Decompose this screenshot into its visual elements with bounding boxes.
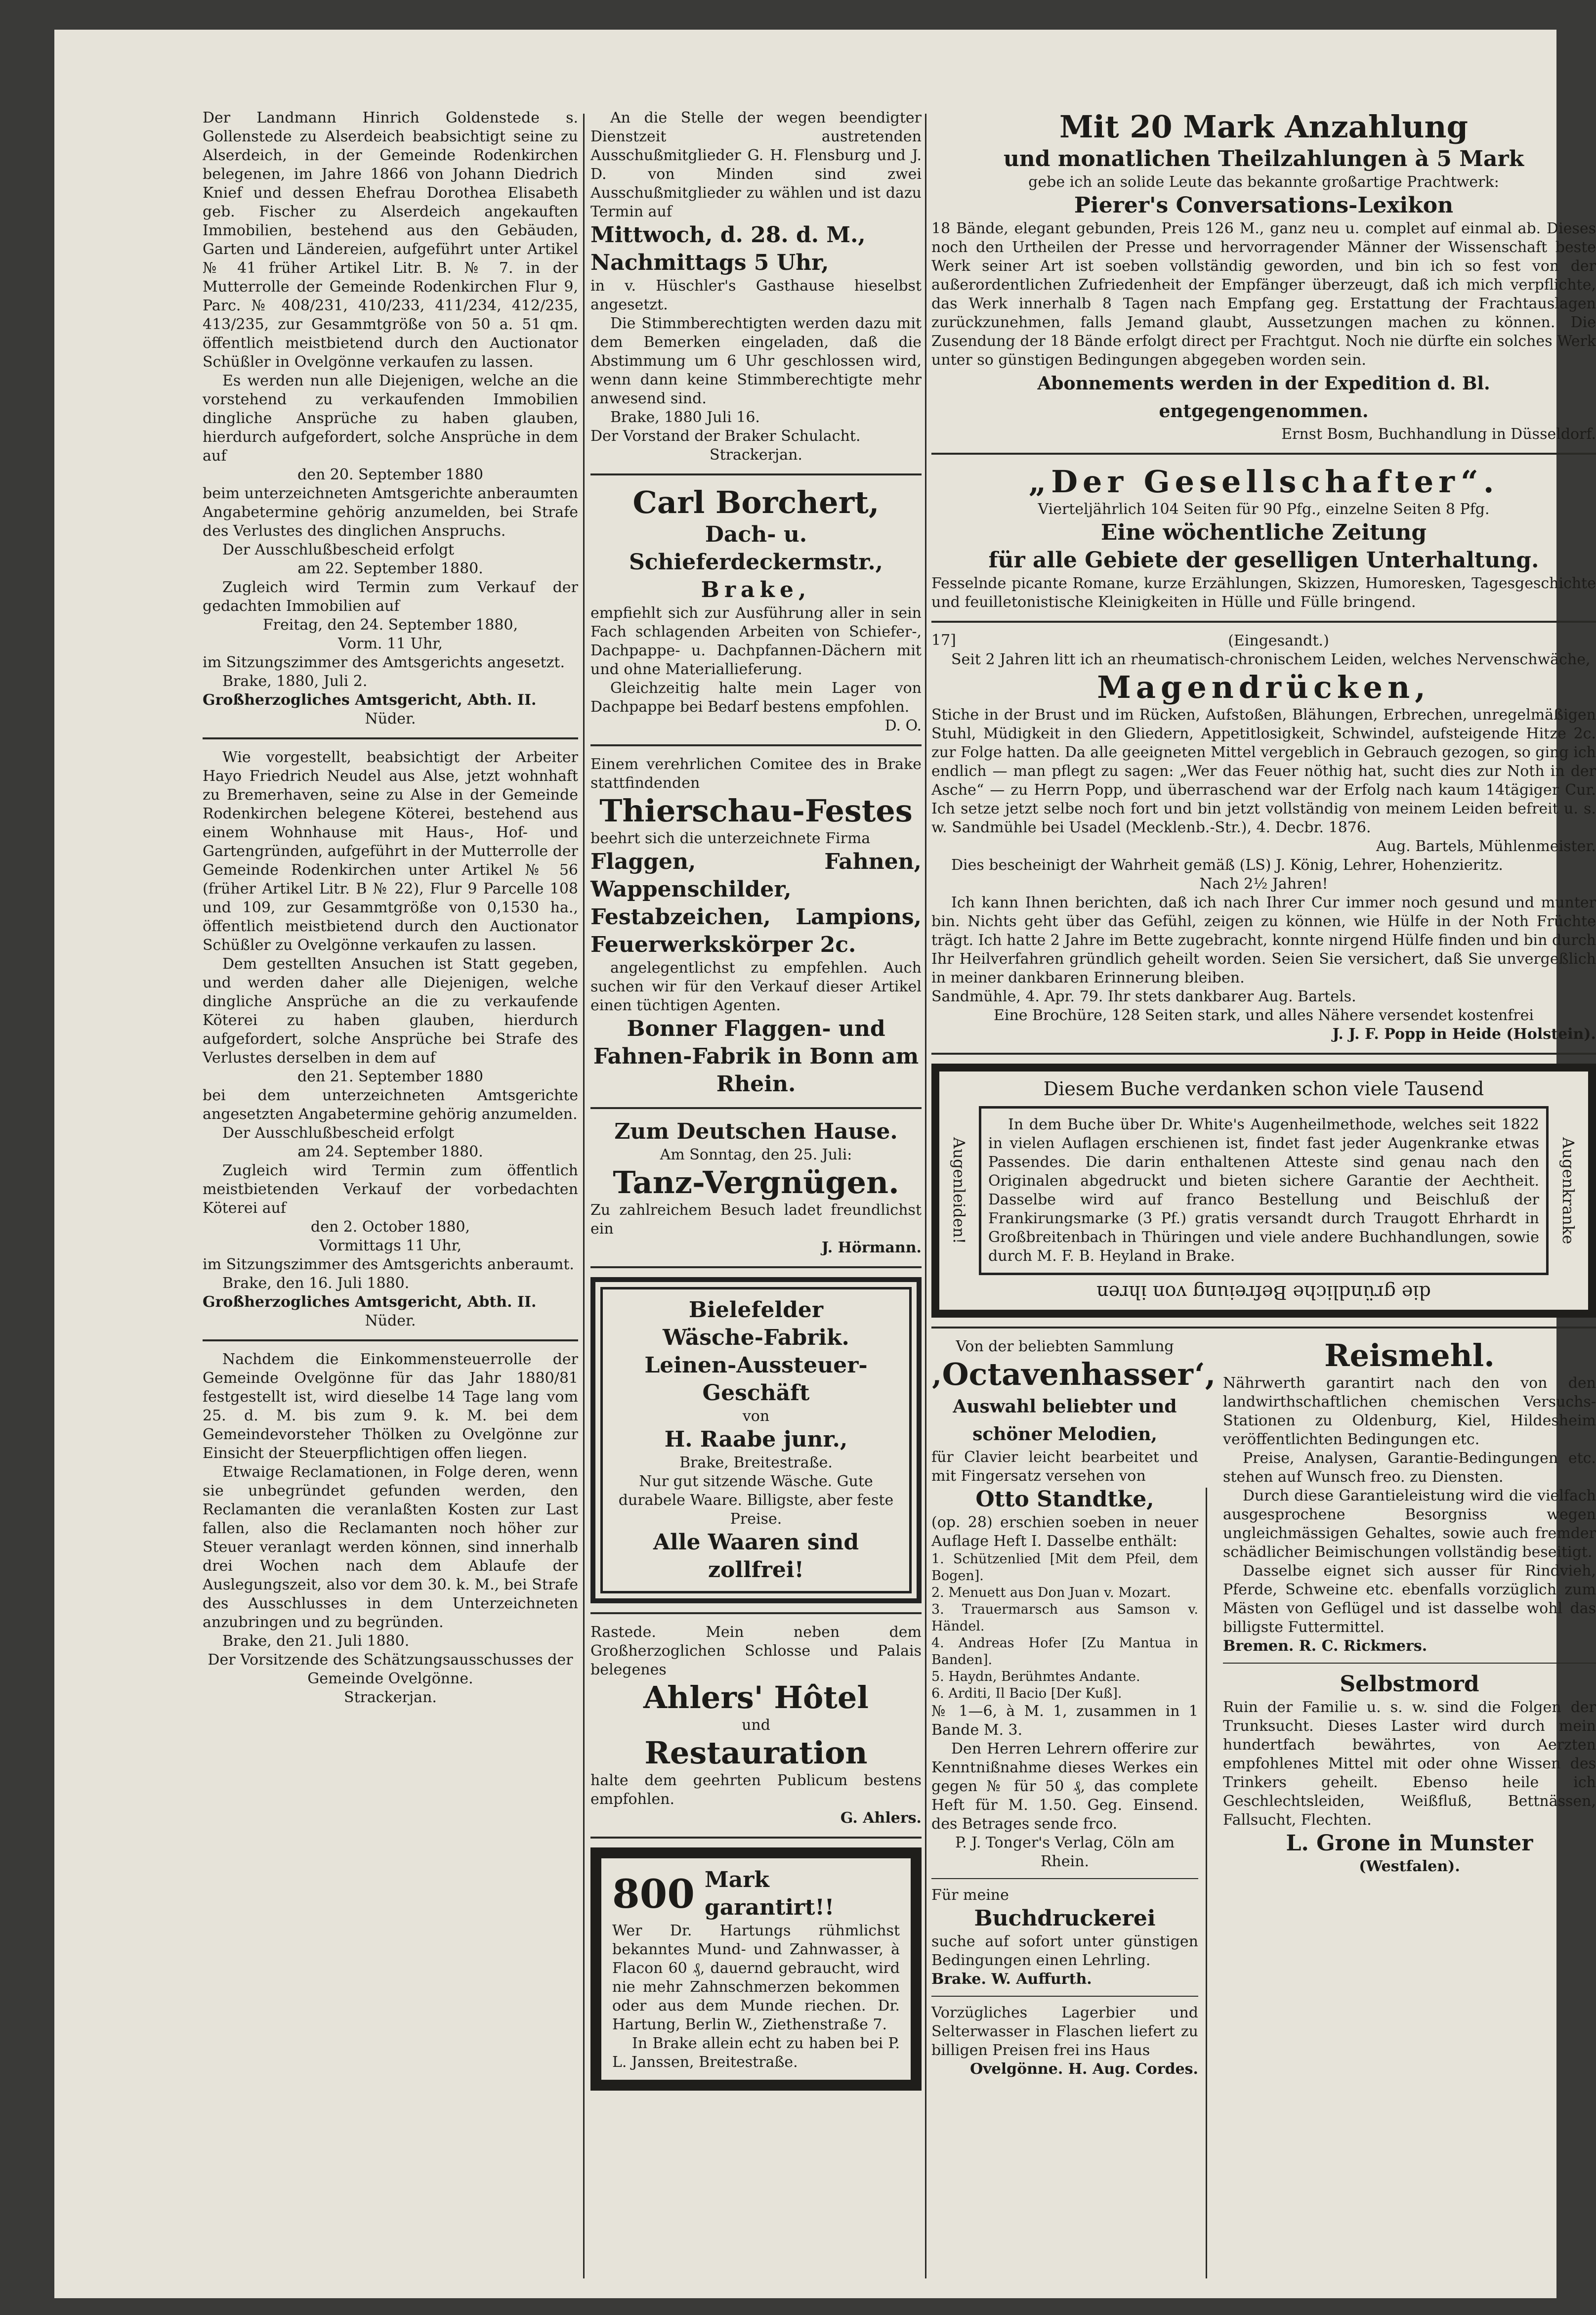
ad-town: Brake,	[701, 577, 811, 602]
ad-owner: H. Raabe junr.,	[664, 1427, 848, 1452]
column-1	[203, 109, 578, 1707]
paragraph: suche auf sofort unter günstigen Bedingungen einen Lehrling.	[931, 1933, 1198, 1969]
ad-reismehl	[1208, 1337, 1596, 2079]
signature: Der Vorsitzende des Schätzungsausschusses der Gemeinde Ovelgönne.	[208, 1651, 573, 1687]
list-item: 2. Menuett aus Don Juan v. Mozart.	[931, 1585, 1171, 1600]
date: am 22. September 1880.	[297, 560, 483, 577]
paragraph: in v. Hüschler's Gasthause hieselbst angesetzt.	[590, 277, 922, 313]
paragraph: Zugleich wird Termin zum öffentlich meistbietenden Verkauf der vorbedachten Köterei auf	[203, 1162, 578, 1217]
divider	[203, 737, 578, 739]
ad-headline: Pierer's Conversations-Lexikon	[1074, 193, 1454, 218]
paragraph: Wer Dr. Hartungs rühmlichst bekanntes Mund- und Zahnwasser, à Flacon 60 ₰, dauernd gebraucht, wird nie mehr Zahnschmerzen bekommen oder aus dem Munde riechen. Dr. Hartung, Berlin W., Ziethenstraße 7.	[612, 1922, 900, 2033]
address: Brake, Breitestraße.	[679, 1454, 833, 1471]
paragraph: Zu zahlreichem Besuch ladet freundlichst ein	[590, 1201, 922, 1238]
newspaper-page	[54, 30, 1596, 2298]
date: den 20. September 1880	[297, 466, 483, 483]
paragraph: Es werden nun alle Diejenigen, welche an die vorstehend zu verkaufenden Immobilien dingliche Ansprüche zu haben glauben, hierdurch aufgefordert, solche Ansprüche in dem auf	[203, 372, 578, 465]
signature: L. Grone in Munster	[1286, 1831, 1533, 1856]
ad-title: Mit 20 Mark Anzahlung	[1059, 109, 1468, 145]
list-item: 6. Arditi, Il Bacio [Der Kuß].	[931, 1686, 1122, 1701]
date: den 21. September 1880	[297, 1068, 483, 1085]
paragraph: 18 Bände, elegant gebunden, Preis 126 M., ganz neu u. complet auf einmal ab. Dieses noch den Urtheilen der Presse und hervorragender Männer der Wissenschaft beste Werk seiner Art ist soeben vollständig geworden, und bin ich so fest von der außerordentlichen Zufriedenheit der Empfänger überzeugt, daß ich mich verpflichte, das Werk innerhalb 8 Tagen nach Empfang geg. Erstattung der Frachtauslagen zurückzunehmen, falls Jemand glaubt, Aussetzungen machen zu können. Die Zusendung der 18 Bände erfolgt direct per Frachtgut. Noch nie dürfte ein solches Werk unter so günstigen Bedingungen abgegeben worden sein.	[931, 220, 1596, 369]
time: Vorm. 11 Uhr,	[338, 635, 443, 652]
signature: J. J. F. Popp in Heide (Holstein).	[1332, 1026, 1596, 1043]
paragraph: Ich kann Ihnen berichten, daß ich nach Ihrer Cur immer noch gesund und munter bin. Nichts geht über das Gefühl, zeigen zu können, wie Hülfe in der Noth Früchte trägt. Ich hatte 2 Jahre im Bette zugebracht, konnte nirgend Hülfe finden und bin durch Ihr Heilverfahren gründlich geheilt worden. Seien Sie versichert, daß Sie unvergeßlich in meiner dankbaren Erinnerung bleiben.	[931, 894, 1596, 986]
ad-title: Ahlers' Hôtel	[643, 1679, 869, 1715]
ad-waesche-box	[590, 1277, 922, 1603]
ad-subtitle: und monatlichen Theilzahlungen à 5 Mark	[1003, 146, 1524, 171]
side-label: Augenkranke	[1559, 1137, 1578, 1244]
paragraph: Nachdem die Einkommensteuerrolle der Gemeinde Ovelgönne für das Jahr 1880/81 festgestellt ist, wird dieselbe 14 Tage lang vom 25. d. M. bis zum 9. k. M. bei dem Gemeindevorsteher Thölken zu Ovelgönne zur Einsicht der Steuerpflichtigen offen liegen.	[203, 1351, 578, 1462]
signature: Ovelgönne. H. Aug. Cordes.	[970, 2060, 1198, 2078]
paragraph: Der Landmann Hinrich Goldenstede s. Gollenstede zu Alserdeich beabsichtigt seine zu Alserdeich, in der Gemeinde Rodenkirchen belegenen, im Jahre 1866 von Johann Diedrich Knief und dessen Ehefrau Dorothea Elisabeth geb. Fischer zu Alserdeich angekauften Immobilien, bestehend aus den Gebäuden, Garten und Ländereien, aufgeführt unter Artikel № 41 früher Artikel Litr. B. № 7. in der Mutterrolle der Gemeinde Rodenkirchen Flur 9, Parc. № 408/231, 410/233, 411/234, 412/235, 413/235, zur Gesammtgröße von 50 a. 51 qm. öffentlich meistbietend durch den Auctionator Schüßler in Ovelgönne verkaufen zu lassen.	[203, 109, 578, 371]
paragraph: empfiehlt sich zur Ausführung aller in sein Fach schlagenden Arbeiten von Schiefer-, Dachpappe- u. Dachpfannen-Dächern mit und ohne Materiallieferung.	[590, 604, 922, 678]
paragraph: Rastede. Mein neben dem Großherzoglichen Schlosse und Palais belegenes	[590, 1624, 922, 1678]
meeting-time: Nachmittags 5 Uhr,	[590, 250, 829, 275]
column-2	[590, 109, 922, 2091]
list-item: 3. Trauermarsch aus Samson v. Händel.	[931, 1602, 1198, 1634]
paragraph: Dem gestellten Ansuchen ist Statt gegeben, und werden daher alle Diejenigen, welche dingliche Ansprüche an die zu verkaufende Köterei zu haben glauben, hierdurch aufgefordert, solche Ansprüche bei Strafe des Verlustes derselben in dem auf	[203, 955, 578, 1067]
signature-place: (Westfalen).	[1359, 1858, 1460, 1875]
paragraph: angelegentlichst zu empfehlen. Auch suchen wir für den Verkauf dieser Artikel einen tüchtigen Agenten.	[590, 959, 922, 1014]
signature: Ernst Bosm, Buchhandlung in Düsseldorf.	[1281, 426, 1596, 443]
ad-tagline: Alle Waaren sind zollfrei!	[653, 1530, 859, 1583]
place-date: Brake, den 21. Juli 1880.	[222, 1632, 410, 1650]
paragraph: Die Stimmberechtigten werden dazu mit dem Bemerken eingeladen, daß die Abstimmung um 6 Uhr geschlossen wird, wenn dann keine Stimmberechtigte mehr anwesend sind.	[590, 315, 922, 407]
divider	[931, 621, 1596, 623]
ad-pierer	[931, 109, 1596, 444]
place-date: Sandmühle, 4. Apr. 79. Ihr stets dankbarer Aug. Bartels.	[931, 988, 1356, 1005]
ad-title: Thierschau-Festes	[599, 793, 913, 829]
divider	[931, 1996, 1198, 1997]
signature: G. Ahlers.	[840, 1809, 922, 1827]
ad-amount-label: Mark garantirt!!	[705, 1867, 835, 1920]
notice-neudel	[203, 748, 578, 1330]
divider	[931, 453, 1596, 455]
paragraph: In dem Buche über Dr. White's Augenheilmethode, welches seit 1822 in vielen Auflagen erschienen ist, findet fast jeder Augenkranke etwas Passendes. Die darin enthaltenen Atteste sind genau nach den Originalen abgedruckt und bieten sichere Garantie der Aechtheit. Dasselbe wird auf franco Bestellung und Beischluß der Frankirungsmarke (3 Pf.) gratis versandt durch Traugott Ehrhardt in Großbreitenbach in Thüringen und viele andere Buchhandlungen, sowie durch M. F. B. Heyland in Brake.	[988, 1116, 1539, 1265]
ad-title: „Der Gesellschafter“.	[1028, 464, 1499, 500]
column-divider	[925, 114, 926, 2278]
ad-gesellschafter	[931, 464, 1596, 612]
paragraph: Fesselnde picante Romane, kurze Erzählungen, Skizzen, Humoresken, Tagesgeschichte und feuilletonistische Kleinigkeiten in Hülle und Fülle bringend.	[931, 575, 1596, 611]
ad-subtitle: Auswahl beliebter und schöner Melodien,	[953, 1396, 1177, 1445]
ad-white-box	[931, 1064, 1596, 1318]
date: den 2. October 1880,	[310, 1218, 470, 1236]
ad-octavenhasser	[931, 1337, 1216, 2079]
ad-headline: Tanz-Vergnügen.	[613, 1164, 899, 1200]
paragraph: Ruin der Familie u. s. w. sind die Folgen der Trunksucht. Dieses Laster wird durch mein hundertfach bewährtes, von Aerzten empfohlenes Mittel mit oder ohne Wissen des Trinkers geheilt. Ebenso heile ich Geschlechtsleiden, Weißfluß, Bettnässen, Fallsucht, Flechten.	[1223, 1699, 1596, 1829]
divider	[590, 473, 922, 475]
paragraph: In Brake allein echt zu haben bei P. L. Janssen, Breitestraße.	[612, 2035, 900, 2071]
place-date: Brake, 1880, Juli 2.	[222, 673, 368, 690]
divider	[590, 1612, 922, 1614]
paragraph: Gleichzeitig halte mein Lager von Dachpappe bei Bedarf bestens empfohlen.	[590, 680, 922, 716]
paragraph: An die Stelle der wegen beendigter Dienstzeit austretenden Ausschußmitglieder G. H. Flensburg und J. D. von Minden sind zwei Ausschußmitglieder zu wählen und ist dazu Termin auf	[590, 109, 922, 220]
place-date: Brake, den 16. Juli 1880.	[222, 1275, 410, 1292]
ad-items: Flaggen, Fahnen, Wappenschilder, Festabzeichen, Lampions, Feuerwerkskörper 2c.	[590, 849, 922, 957]
paragraph: halte dem geehrten Publicum bestens empfohlen.	[590, 1772, 922, 1808]
ad-headline: Magendrücken,	[1097, 669, 1430, 705]
paragraph: Abonnements werden in der Expedition d. Bl. entgegengenommen.	[1037, 373, 1490, 422]
ad-title: Buchdruckerei	[974, 1906, 1156, 1931]
paragraph: Durch diese Garantieleistung wird die vielfach ausgesprochene Besorgniss wegen ungleichmässigen Gehaltes, sowie auch fremder schädlicher Beimischungen vollständig beseitigt.	[1223, 1487, 1596, 1561]
ad-title: Bielefelder	[688, 1297, 824, 1323]
paragraph: Vierteljährlich 104 Seiten für 90 Pfg., einzelne Seiten 8 Pfg.	[1038, 501, 1490, 518]
ad-thierschau	[590, 755, 922, 1098]
divider	[1223, 1663, 1596, 1664]
list-item: 5. Haydn, Berühmtes Andante.	[931, 1669, 1140, 1684]
column-3	[931, 109, 1596, 2079]
paragraph: Seit 2 Jahren litt ich an rheumatisch-chronischem Leiden, welches Nervenschwäche,	[951, 651, 1591, 668]
signature: D. O.	[884, 717, 922, 734]
paragraph: Nährwerth garantirt nach den von den landwirthschaftlichen chemischen Versuchs-Stationen zu Oldenburg, Kiel, Hildesheim veröffentlichten Bedingungen etc.	[1223, 1374, 1596, 1448]
paragraph: Nur gut sitzende Wäsche. Gute durabele Waare. Billigste, aber feste Preise.	[618, 1473, 894, 1528]
paragraph: Dies bescheinigt der Wahrheit gemäß (LS) J. König, Lehrer, Hohenzieritz.	[951, 857, 1503, 874]
date: Am Sonntag, den 25. Juli:	[660, 1146, 852, 1163]
text: von	[742, 1408, 770, 1425]
divider	[590, 1266, 922, 1268]
signature-name: Nüder.	[365, 710, 416, 728]
notice-tax-roll	[203, 1350, 578, 1707]
signature-name: Strackerjan.	[344, 1689, 437, 1706]
paragraph: Wie vorgestellt, beabsichtigt der Arbeiter Hayo Friedrich Neudel aus Alse, jetzt wohnhaft zu Bremerhaven, seine zu Alse in der Gemeinde Rodenkirchen belegene Köterei, bestehend aus einem Wohnhause mit Haus-, Hof- und Gartengründen, aufgeführt in der Mutterrolle der Gemeinde Rodenkirchen unter Artikel № 56 (früher Artikel Litr. B № 22), Flur 9 Parcelle 108 und 109, zur Gesammtgröße von 0,1530 ha., öffentlich meistbietend durch den Auctionator Schüßler zu Ovelgönne verkaufen zu lassen.	[203, 749, 578, 954]
paragraph: Der Ausschlußbescheid erfolgt	[222, 541, 455, 558]
ad-number: 17]	[931, 632, 956, 649]
text: Von der beliebten Sammlung	[956, 1338, 1174, 1355]
ad-title: Wäsche-Fabrik.	[663, 1325, 849, 1350]
signature-name: Nüder.	[365, 1312, 416, 1329]
ad-title: Zum Deutschen Hause.	[614, 1119, 898, 1144]
ad-title: Reismehl.	[1324, 1337, 1495, 1373]
paragraph: Dasselbe eignet sich ausser für Rindvieh, Pferde, Schweine etc. ebenfalls vorzüglich zum Mästen von Geflügel und ist dasselbe wohl das billigste Futtermittel.	[1223, 1562, 1596, 1636]
time: Vormittags 11 Uhr,	[319, 1237, 462, 1254]
text: (Eingesandt.)	[1228, 632, 1329, 649]
list-item: 1. Schützenlied [Mit dem Pfeil, dem Bogen].	[931, 1551, 1198, 1584]
notice-school	[590, 109, 922, 465]
song-list	[931, 1551, 1198, 1702]
divider	[931, 1327, 1596, 1329]
paragraph: bei dem unterzeichneten Amtsgerichte angesetzten Angabetermine gehörig anzumelden.	[203, 1087, 578, 1123]
paragraph: beehrt sich die unterzeichnete Firma	[590, 830, 871, 847]
signature: Bonner Flaggen- und Fahnen-Fabrik in Bonn am Rhein.	[593, 1016, 919, 1097]
side-label: Augenleiden!	[950, 1137, 968, 1244]
ad-title: ‚Octavenhasser‘,	[931, 1356, 1216, 1392]
ad-subtitle: Dach- u. Schieferdeckermstr.,	[629, 522, 883, 575]
ad-borchert	[590, 484, 922, 735]
ad-ahlers-hotel	[590, 1623, 922, 1828]
signature: Großherzogliches Amtsgericht, Abth. II.	[203, 691, 537, 709]
ad-deutschen-hause	[590, 1118, 922, 1257]
paragraph: Vorzügliches Lagerbier und Selterwasser in Flaschen liefert zu billigen Preisen frei ins Haus	[931, 2004, 1198, 2059]
place-date: Brake, 1880 Juli 16.	[610, 409, 760, 426]
ad-title: Carl Borchert,	[632, 484, 880, 520]
text: und	[742, 1716, 770, 1734]
date: Freitag, den 24. September 1880,	[262, 616, 518, 634]
ad-title: Diesem Buche verdanken schon viele Tausend	[1043, 1078, 1484, 1100]
paragraph: beim unterzeichneten Amtsgerichte anberaumten Angabetermine gehörig anzumelden, bei Strafe des Verlustes des dinglichen Anspruchs.	[203, 485, 578, 540]
signature: J. Hörmann.	[821, 1239, 922, 1256]
text: Für meine	[931, 1886, 1009, 1904]
signature: Aug. Bartels, Mühlenmeister.	[1376, 838, 1596, 855]
ad-title: Selbstmord	[1340, 1672, 1479, 1697]
divider	[590, 744, 922, 746]
divider	[590, 1837, 922, 1839]
signature: Großherzogliches Amtsgericht, Abth. II.	[203, 1293, 537, 1311]
ad-name: Otto Standtke,	[975, 1487, 1154, 1512]
ad-headline: Eine wöchentliche Zeitung	[1100, 520, 1427, 545]
signature: Bremen. R. C. Rickmers.	[1223, 1637, 1428, 1655]
divider	[590, 1107, 922, 1109]
paragraph: für Clavier leicht bearbeitet und mit Fingersatz versehen von	[931, 1449, 1198, 1485]
ad-title: die gründliche Befreiung von ihren	[1096, 1282, 1431, 1303]
ad-headline: für alle Gebiete der geselligen Unterhaltung.	[988, 548, 1539, 573]
bottom-split	[931, 1337, 1596, 2079]
paragraph: Stiche in der Brust und im Rücken, Aufstoßen, Blähungen, Erbrechen, unregelmäßigen Stuhl, Müdigkeit in den Gliedern, Appetitlosigkeit, Schwindel, aufsteigende Hitze 2c. zur Folge hatten. Da alle geeigneten Mittel vergeblich in Gebrauch gezogen, so ging ich endlich — man pflegt zu sagen: „Wer das Feuer nöthig hat, sucht dies zur Noth in der Asche“ — zu Herrn Popp, und überraschend war der Erfolg nach kaum 14tägiger Cur. Ich setze jetzt selbe noch fort und bin jetzt vollständig von meinem Leiden befreit u. s. w. Sandmühle bei Usadel (Mecklenb.-Str.), 4. Decbr. 1876.	[931, 706, 1596, 836]
paragraph: № 1—6, à M. 1, zusammen in 1 Bande M. 3.	[931, 1703, 1198, 1739]
paragraph: im Sitzungszimmer des Amtsgerichts angesetzt.	[203, 654, 565, 671]
ad-title: Restauration	[644, 1735, 868, 1771]
divider	[203, 1339, 578, 1341]
paragraph: gebe ich an solide Leute das bekannte großartige Prachtwerk:	[1028, 173, 1499, 191]
notice-golden	[203, 109, 578, 729]
divider	[931, 1878, 1198, 1879]
paragraph: Der Ausschlußbescheid erfolgt	[222, 1124, 455, 1142]
list-item: 4. Andreas Hofer [Zu Mantua in Banden].	[931, 1635, 1198, 1668]
meeting-date: Mittwoch, d. 28. d. M.,	[590, 222, 866, 248]
paragraph: Eine Brochüre, 128 Seiten stark, und alles Nähere versendet kostenfrei	[993, 1007, 1534, 1024]
column-divider	[583, 114, 585, 2278]
date: am 24. September 1880.	[297, 1143, 483, 1160]
paragraph: Etwaige Reclamationen, in Folge deren, wenn sie unbegründet gefunden werden, den Reclamanten die veranlaßten Kosten zur Last fallen, also die Reclamanten noch höher zur Steuer veranlagt werden können, sind innerhalb drei Wochen nach dem Ablaufe der Auslegungszeit, also vor dem 30. k. M., bei Strafe des Ausschlusses in dem Unterzeichneten anzubringen und zu begründen.	[203, 1463, 578, 1631]
paragraph: (op. 28) erschien soeben in neuer Auflage Heft I. Dasselbe enthält:	[931, 1514, 1198, 1550]
signature: P. J. Tonger's Verlag, Cöln am Rhein.	[955, 1834, 1175, 1870]
ad-subtitle: Leinen-Aussteuer-Geschäft	[644, 1353, 868, 1406]
signature-name: Strackerjan.	[710, 446, 802, 464]
signature: Der Vorstand der Braker Schulacht.	[590, 428, 861, 445]
divider	[931, 1053, 1596, 1055]
text: Nach 2½ Jahren!	[1199, 875, 1328, 893]
ad-popp	[931, 632, 1596, 1044]
ad-hartung-box	[590, 1847, 922, 2091]
signature: Brake. W. Auffurth.	[931, 1971, 1092, 1988]
paragraph: im Sitzungszimmer des Amtsgerichts anberaumt.	[203, 1256, 574, 1273]
paragraph: Einem verehrlichen Comitee des in Brake stattfindenden	[590, 756, 922, 792]
ad-amount: 800	[612, 1871, 695, 1917]
paragraph: Den Herren Lehrern offerire zur Kenntnißnahme dieses Werkes ein gegen № für 50 ₰, das complete Heft für M. 1.50. Geg. Einsend. des Betrages sende frco.	[931, 1740, 1198, 1833]
paragraph: Zugleich wird Termin zum Verkauf der gedachten Immobilien auf	[203, 579, 578, 615]
paragraph: Preise, Analysen, Garantie-Bedingungen etc. stehen auf Wunsch freo. zu Diensten.	[1223, 1450, 1596, 1486]
